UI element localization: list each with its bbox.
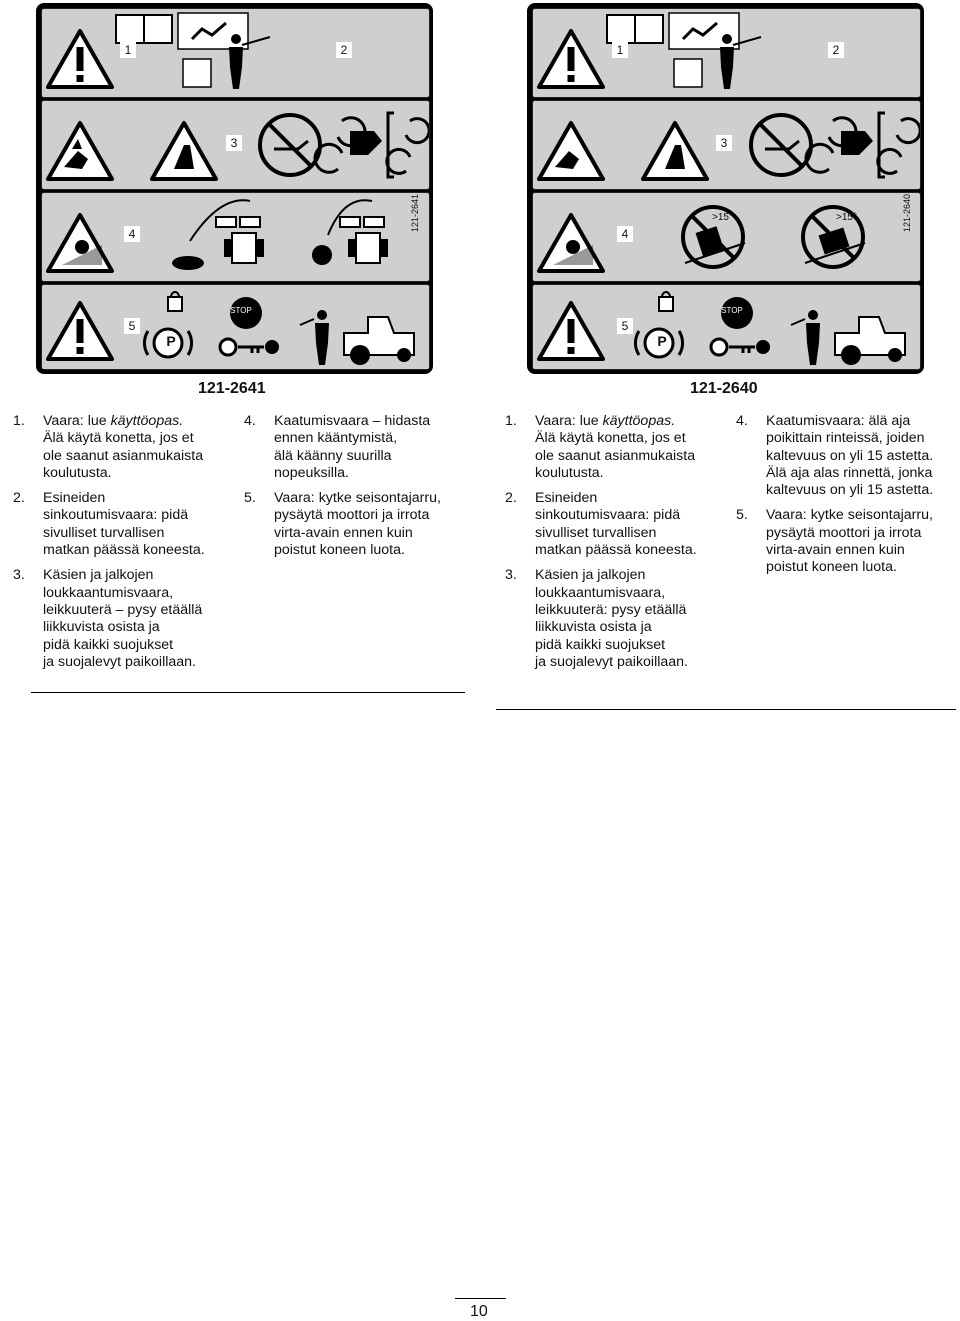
right-callout-3: 3 [716, 135, 732, 151]
panel-row-3 [41, 192, 430, 282]
parking-brake-stop-key-icon [533, 285, 920, 369]
right-callout-5: 5 [617, 318, 633, 334]
right-callout-4: 4 [617, 226, 633, 242]
right-section-rule [496, 709, 956, 710]
list-item: 5. Vaara: kytke seisontajarru, pysäytä moottori ja irrota virta-avain ennen kuin poistut koneen luota. [244, 490, 441, 559]
left-parking-label: P [166, 333, 176, 349]
left-callout-3: 3 [226, 135, 242, 151]
list-item: 2. Esineiden sinkoutumisvaara: pidä sivulliset turvallisen matkan päässä koneesta. [13, 490, 205, 559]
list-item: 5. Vaara: kytke seisontajarru, pysäytä moottori ja irrota virta-avain ennen kuin poistut koneen luota. [736, 507, 933, 576]
list-item: 1. Vaara: lue käyttöopas. Älä käytä konetta, jos et ole saanut asianmukaista koulutusta. [13, 413, 204, 481]
panel-row-4 [532, 284, 921, 370]
left-stop-label: STOP [230, 306, 252, 315]
right-slope-label-1: >15° [712, 212, 733, 223]
right-slope-label-2: >15° [836, 212, 857, 223]
list-item: 2. Esineiden sinkoutumisvaara: pidä sivulliset turvallisen matkan päässä koneesta. [505, 490, 697, 559]
page-number: 10 [470, 1303, 488, 1320]
warning-read-manual-icon [533, 9, 920, 97]
panel-row-4 [41, 284, 430, 370]
right-decal-code: 121-2640 [690, 380, 758, 397]
left-section-rule [31, 692, 465, 693]
parking-brake-stop-key-icon [42, 285, 429, 369]
right-callout-1: 1 [612, 42, 628, 58]
list-item: 1. Vaara: lue käyttöopas. Älä käytä konetta, jos et ole saanut asianmukaista koulutusta. [505, 413, 696, 481]
left-callout-5: 5 [124, 318, 140, 334]
panel-row-1 [532, 8, 921, 98]
decal-121-2640 [527, 3, 924, 374]
decal-121-2641 [36, 3, 433, 374]
rollover-slope-icon [533, 193, 920, 281]
right-side-code: 121-2640 [902, 193, 912, 232]
right-stop-label: STOP [721, 306, 743, 315]
left-callout-1: 1 [120, 42, 136, 58]
left-callout-2: 2 [336, 42, 352, 58]
left-decal-code: 121-2641 [198, 380, 266, 397]
left-list-col1 [13, 413, 233, 679]
right-list-col2 [736, 413, 960, 585]
list-item: 3. Käsien ja jalkojen loukkaantumisvaara, leikkuuterä: pysy etäällä liikkuvista osista ja pidä kaikki suojukset ja suojalevyt paikoillaan. [505, 567, 689, 670]
list-item: 4. Kaatumisvaara – hidasta ennen kääntymistä, älä käänny suurilla nopeuksilla. [244, 413, 431, 481]
rollover-slow-turn-icon [42, 193, 429, 281]
left-list-col2 [244, 413, 474, 567]
panel-row-3 [532, 192, 921, 282]
footer-rule [455, 1298, 506, 1299]
left-side-code: 121-2641 [410, 193, 420, 232]
right-parking-label: P [657, 333, 667, 349]
right-callout-2: 2 [828, 42, 844, 58]
right-list-col1 [505, 413, 735, 679]
list-item: 3. Käsien ja jalkojen loukkaantumisvaara, leikkuuterä – pysy etäällä liikkuvista osista ja pidä kaikki suojukset ja suojalevyt paikoillaan. [13, 567, 203, 670]
panel-row-1 [41, 8, 430, 98]
list-item: 4. Kaatumisvaara: älä aja poikittain rinteissä, joiden kaltevuus on yli 15 astetta. Älä aja alas rinnettä, jonka kaltevuus on yli 15 astetta. [736, 413, 934, 499]
warning-read-manual-icon [42, 9, 429, 97]
left-callout-4: 4 [124, 226, 140, 242]
